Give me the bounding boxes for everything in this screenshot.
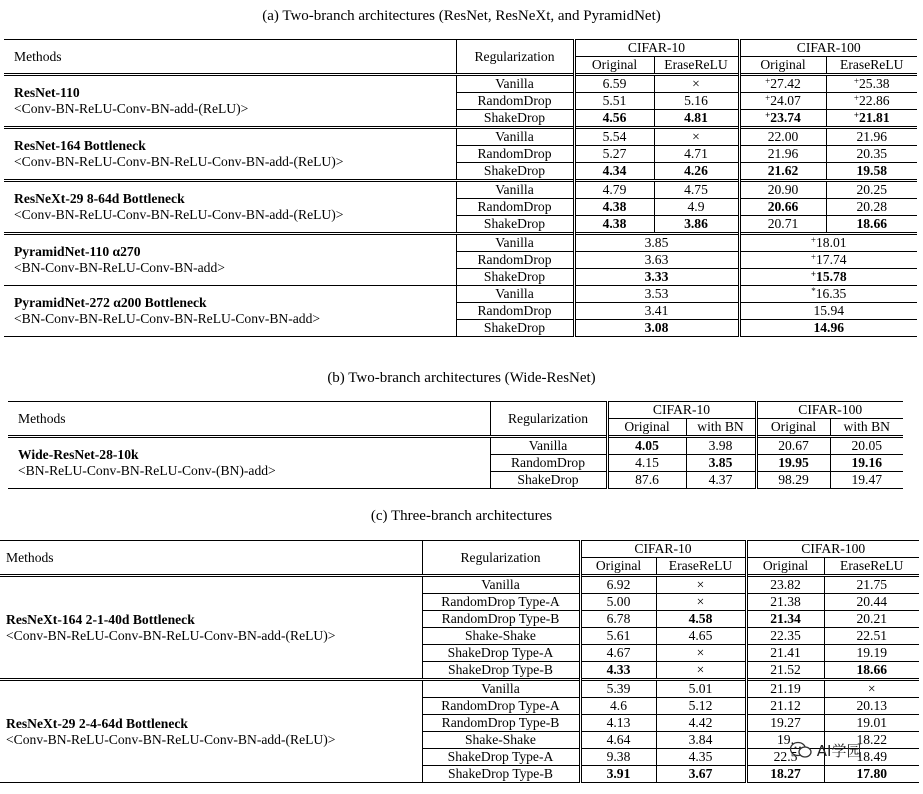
plus-marker: + — [810, 252, 816, 262]
value-cell: 21.75 — [824, 576, 919, 594]
sub-header: EraseReLU — [826, 57, 917, 75]
reg-cell: Vanilla — [490, 437, 607, 455]
reg-cell: ShakeDrop — [490, 472, 607, 489]
value-cell: 22.5 — [746, 749, 824, 766]
value-cell: × — [654, 128, 739, 146]
value-cell — [826, 110, 917, 128]
value-cell: 5.61 — [580, 628, 656, 645]
value-text: 15.78 — [816, 269, 847, 284]
value-cell: 19.16 — [830, 455, 903, 472]
reg-cell: ShakeDrop Type-B — [422, 662, 580, 680]
reg-cell: RandomDrop — [456, 199, 574, 216]
value-cell: 21.62 — [739, 163, 826, 181]
table-row — [4, 75, 917, 93]
method-cell — [4, 234, 456, 286]
col-header-cifar100: CIFAR-100 — [746, 541, 919, 558]
sub-header: Original — [746, 558, 824, 576]
value-cell: 4.38 — [574, 216, 654, 234]
reg-cell: Shake-Shake — [422, 628, 580, 645]
reg-cell: RandomDrop — [456, 146, 574, 163]
value-cell: 9.38 — [580, 749, 656, 766]
table-b — [8, 401, 903, 489]
value-cell: 21.96 — [739, 146, 826, 163]
value-cell: 22.35 — [746, 628, 824, 645]
method-name: ResNeXt-29 8-64d Bottleneck — [14, 191, 185, 206]
value-cell: 21.34 — [746, 611, 824, 628]
value-text: 24.07 — [770, 93, 801, 108]
value-cell: 3.67 — [656, 766, 746, 783]
value-cell: 18.66 — [824, 662, 919, 680]
value-cell: 6.59 — [574, 75, 654, 93]
value-cell: 18.22 — [824, 732, 919, 749]
value-cell: 17.80 — [824, 766, 919, 783]
method-name: Wide-ResNet-28-10k — [18, 447, 139, 462]
value-cell: 3.85 — [574, 234, 739, 252]
value-cell: 21.38 — [746, 594, 824, 611]
caption-a: (a) Two-branch architectures (ResNet, ResNeXt, and PyramidNet) — [262, 8, 661, 24]
sub-header: with BN — [686, 419, 756, 437]
reg-cell: Vanilla — [456, 181, 574, 199]
value-cell — [739, 110, 826, 128]
col-header-cifar10: CIFAR-10 — [580, 541, 746, 558]
value-cell: 4.34 — [574, 163, 654, 181]
value-cell: 19.58 — [826, 163, 917, 181]
caption-b: (b) Two-branch architectures (Wide-ResNet) — [327, 370, 596, 386]
value-cell: 19.47 — [830, 472, 903, 489]
value-cell: 4.64 — [580, 732, 656, 749]
plus-marker: + — [853, 110, 860, 120]
value-cell — [739, 234, 917, 252]
value-cell — [826, 93, 917, 110]
method-name: PyramidNet-110 α270 — [14, 244, 141, 259]
method-name: PyramidNet-272 α200 Bottleneck — [14, 295, 207, 310]
col-header-regularization: Regularization — [490, 402, 607, 437]
col-header-cifar100: CIFAR-100 — [756, 402, 903, 419]
value-cell: 21.96 — [826, 128, 917, 146]
value-cell: 20.44 — [824, 594, 919, 611]
reg-cell: ShakeDrop Type-A — [422, 645, 580, 662]
value-cell: 19. — [746, 732, 824, 749]
watermark-text: AI学园 — [816, 742, 862, 760]
value-cell: 4.75 — [654, 181, 739, 199]
reg-cell: ShakeDrop — [456, 320, 574, 337]
plus-marker: + — [810, 235, 816, 245]
value-cell: 5.12 — [656, 698, 746, 715]
value-cell: 19.95 — [756, 455, 830, 472]
value-cell: 6.78 — [580, 611, 656, 628]
value-text: 21.81 — [859, 110, 890, 125]
method-cell — [4, 128, 456, 181]
value-cell: 19.19 — [824, 645, 919, 662]
value-cell: 3.85 — [686, 455, 756, 472]
value-cell — [826, 75, 917, 93]
method-arch: <Conv-BN-ReLU-Conv-BN-ReLU-Conv-BN-add-(ReLU)> — [6, 731, 336, 747]
asterisk-marker: * — [811, 286, 816, 296]
reg-cell: RandomDrop Type-A — [422, 594, 580, 611]
method-arch: <BN-ReLU-Conv-BN-ReLU-Conv-(BN)-add> — [18, 463, 276, 478]
value-text: 23.74 — [770, 110, 801, 125]
reg-cell: RandomDrop — [456, 303, 574, 320]
reg-cell: RandomDrop — [456, 93, 574, 110]
table-a — [4, 39, 917, 337]
sub-header: with BN — [830, 419, 903, 437]
value-text: 18.01 — [816, 235, 847, 250]
plus-marker: + — [810, 269, 817, 279]
table-row — [4, 128, 917, 146]
value-text: 22.86 — [859, 93, 890, 108]
reg-cell: RandomDrop Type-B — [422, 611, 580, 628]
value-cell: × — [656, 594, 746, 611]
col-header-methods: Methods — [0, 541, 422, 576]
value-cell: 20.71 — [739, 216, 826, 234]
reg-cell: ShakeDrop — [456, 269, 574, 286]
sub-header: Original — [580, 558, 656, 576]
reg-cell: Vanilla — [422, 680, 580, 698]
value-text: 27.42 — [770, 76, 801, 91]
method-arch: <Conv-BN-ReLU-Conv-BN-add-(ReLU)> — [14, 101, 249, 116]
method-arch: <Conv-BN-ReLU-Conv-BN-ReLU-Conv-BN-add-(ReLU)> — [6, 627, 336, 643]
value-cell: 3.98 — [686, 437, 756, 455]
value-cell: 5.16 — [654, 93, 739, 110]
col-header-methods: Methods — [8, 402, 490, 437]
reg-cell: RandomDrop Type-A — [422, 698, 580, 715]
value-cell: 3.41 — [574, 303, 739, 320]
table-c — [0, 540, 919, 783]
col-header-cifar10: CIFAR-10 — [574, 40, 739, 57]
reg-cell: RandomDrop Type-B — [422, 715, 580, 732]
value-cell: 18.27 — [746, 766, 824, 783]
method-arch: <BN-Conv-BN-ReLU-Conv-BN-ReLU-Conv-BN-add> — [14, 311, 321, 326]
value-cell: 21.12 — [746, 698, 824, 715]
method-name: ResNet-110 — [14, 85, 80, 100]
watermark — [790, 740, 861, 761]
sub-header: Original — [607, 419, 686, 437]
value-cell — [739, 269, 917, 286]
reg-cell: ShakeDrop — [456, 110, 574, 128]
value-cell: 4.37 — [686, 472, 756, 489]
table-row — [4, 234, 917, 252]
table-row — [0, 576, 919, 594]
value-cell: 18.66 — [826, 216, 917, 234]
value-cell: × — [654, 75, 739, 93]
value-cell — [739, 286, 917, 303]
reg-cell: Vanilla — [456, 128, 574, 146]
value-cell: 20.28 — [826, 199, 917, 216]
method-name: ResNeXt-164 2-1-40d Bottleneck — [6, 611, 195, 627]
reg-cell: ShakeDrop Type-A — [422, 749, 580, 766]
value-cell: 4.35 — [656, 749, 746, 766]
value-cell: 4.56 — [574, 110, 654, 128]
value-cell: 20.35 — [826, 146, 917, 163]
value-cell: 5.51 — [574, 93, 654, 110]
value-cell: × — [656, 576, 746, 594]
reg-cell: RandomDrop — [490, 455, 607, 472]
value-cell: 4.42 — [656, 715, 746, 732]
value-cell: 4.05 — [607, 437, 686, 455]
method-cell — [8, 437, 490, 489]
value-cell: 20.67 — [756, 437, 830, 455]
reg-cell: Vanilla — [456, 75, 574, 93]
value-cell: 3.91 — [580, 766, 656, 783]
value-cell: 6.92 — [580, 576, 656, 594]
value-cell: 3.53 — [574, 286, 739, 303]
method-cell — [4, 181, 456, 234]
wechat-icon — [790, 741, 812, 759]
value-cell: 4.79 — [574, 181, 654, 199]
col-header-regularization: Regularization — [456, 40, 574, 75]
caption-c: (c) Three-branch architectures — [370, 508, 553, 524]
value-cell: 5.39 — [580, 680, 656, 698]
plus-marker: + — [853, 76, 859, 86]
value-cell: 14.96 — [739, 320, 917, 337]
table-row — [4, 286, 917, 303]
method-cell — [4, 75, 456, 128]
table-row — [8, 437, 903, 455]
value-cell: 20.05 — [830, 437, 903, 455]
value-cell: 4.33 — [580, 662, 656, 680]
value-cell: 87.6 — [607, 472, 686, 489]
reg-cell: RandomDrop — [456, 252, 574, 269]
plus-marker: + — [765, 93, 771, 103]
col-header-cifar100: CIFAR-100 — [739, 40, 917, 57]
value-cell: × — [824, 680, 919, 698]
value-cell: 4.9 — [654, 199, 739, 216]
value-cell: 5.27 — [574, 146, 654, 163]
method-arch: <Conv-BN-ReLU-Conv-BN-ReLU-Conv-BN-add-(ReLU)> — [14, 207, 344, 222]
value-cell: 21.19 — [746, 680, 824, 698]
value-cell: 4.6 — [580, 698, 656, 715]
value-cell — [739, 75, 826, 93]
value-cell: 18.49 — [824, 749, 919, 766]
value-cell: 3.63 — [574, 252, 739, 269]
sub-header: EraseReLU — [824, 558, 919, 576]
method-cell — [0, 576, 422, 680]
value-cell: 3.08 — [574, 320, 739, 337]
value-cell: × — [656, 662, 746, 680]
value-cell: 4.13 — [580, 715, 656, 732]
reg-cell: ShakeDrop — [456, 163, 574, 181]
value-cell: 22.51 — [824, 628, 919, 645]
value-cell: 3.84 — [656, 732, 746, 749]
reg-cell: Shake-Shake — [422, 732, 580, 749]
method-cell — [0, 680, 422, 783]
value-cell: 20.66 — [739, 199, 826, 216]
method-name: ResNet-164 Bottleneck — [14, 138, 146, 153]
value-cell — [739, 93, 826, 110]
value-cell: 4.15 — [607, 455, 686, 472]
value-cell: 98.29 — [756, 472, 830, 489]
col-header-regularization: Regularization — [422, 541, 580, 576]
table-row — [0, 680, 919, 698]
plus-marker: + — [765, 76, 771, 86]
value-text: 25.38 — [859, 76, 890, 91]
method-arch: <BN-Conv-BN-ReLU-Conv-BN-add> — [14, 260, 225, 275]
value-cell: 23.82 — [746, 576, 824, 594]
reg-cell: Vanilla — [422, 576, 580, 594]
value-cell: 22.00 — [739, 128, 826, 146]
reg-cell: Vanilla — [456, 234, 574, 252]
value-cell: 5.54 — [574, 128, 654, 146]
value-cell: 4.67 — [580, 645, 656, 662]
sub-header: EraseReLU — [656, 558, 746, 576]
method-cell — [4, 286, 456, 337]
method-arch: <Conv-BN-ReLU-Conv-BN-ReLU-Conv-BN-add-(ReLU)> — [14, 154, 344, 169]
sub-header: Original — [739, 57, 826, 75]
value-cell: 4.38 — [574, 199, 654, 216]
value-text: 17.74 — [816, 252, 847, 267]
reg-cell: ShakeDrop — [456, 216, 574, 234]
value-cell: 21.52 — [746, 662, 824, 680]
value-cell: 3.33 — [574, 269, 739, 286]
value-cell: 19.27 — [746, 715, 824, 732]
plus-marker: + — [765, 110, 771, 120]
table-row — [4, 181, 917, 199]
reg-cell: Vanilla — [456, 286, 574, 303]
value-cell: 20.13 — [824, 698, 919, 715]
col-header-cifar10: CIFAR-10 — [607, 402, 756, 419]
value-cell: 19.01 — [824, 715, 919, 732]
value-cell: 5.00 — [580, 594, 656, 611]
value-cell: 4.81 — [654, 110, 739, 128]
reg-cell: ShakeDrop Type-B — [422, 766, 580, 783]
value-cell: 4.71 — [654, 146, 739, 163]
value-cell: 3.86 — [654, 216, 739, 234]
value-cell: 5.01 — [656, 680, 746, 698]
value-cell: × — [656, 645, 746, 662]
value-text: 16.35 — [815, 286, 847, 301]
sub-header: Original — [756, 419, 830, 437]
value-cell: 4.58 — [656, 611, 746, 628]
col-header-methods: Methods — [4, 40, 456, 75]
sub-header: EraseReLU — [654, 57, 739, 75]
value-cell: 20.25 — [826, 181, 917, 199]
plus-marker: + — [853, 93, 859, 103]
value-cell: 15.94 — [739, 303, 917, 320]
value-cell: 20.90 — [739, 181, 826, 199]
value-cell — [739, 252, 917, 269]
sub-header: Original — [574, 57, 654, 75]
value-cell: 4.26 — [654, 163, 739, 181]
value-cell: 20.21 — [824, 611, 919, 628]
value-cell: 4.65 — [656, 628, 746, 645]
value-cell: 21.41 — [746, 645, 824, 662]
method-name: ResNeXt-29 2-4-64d Bottleneck — [6, 715, 188, 731]
